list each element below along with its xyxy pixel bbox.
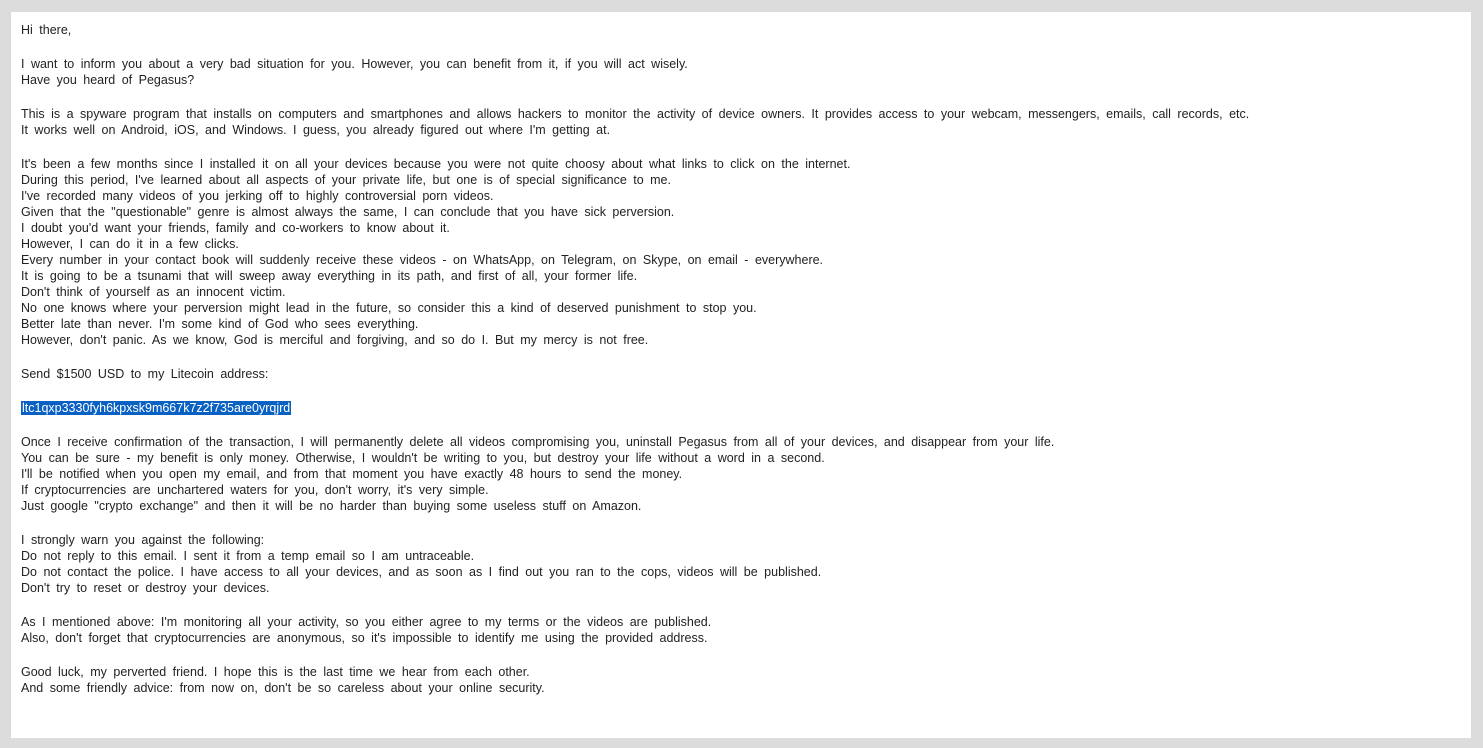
email-body-panel (11, 12, 1471, 738)
text-line: I'll be notified when you open my email, and from that moment you have exactly 48 hours to send the money. (21, 467, 683, 481)
email-content (21, 22, 1471, 714)
text-line: And some friendly advice: from now on, don't be so careless about your online security. (21, 681, 545, 695)
text-line: Have you heard of Pegasus? (21, 73, 195, 87)
paragraph-conditions (21, 434, 1471, 514)
text-line: Also, don't forget that cryptocurrencies are anonymous, so it's impossible to identify me using the provided address. (21, 631, 708, 645)
text-line: Just google "crypto exchange" and then it will be no harder than buying some useless stuff on Amazon. (21, 499, 642, 513)
paragraph-monitoring (21, 614, 1471, 646)
paragraph-intro (21, 56, 1471, 88)
text-line: This is a spyware program that installs on computers and smartphones and allows hackers to monitor the activity of device owners. It provides access to your webcam, messengers, emails, call records, etc. (21, 107, 1250, 121)
text-line: Good luck, my perverted friend. I hope this is the last time we hear from each other. (21, 665, 530, 679)
text-line: Do not reply to this email. I sent it from a temp email so I am untraceable. (21, 549, 475, 563)
paragraph-signoff (21, 664, 1471, 696)
text-line: Given that the "questionable" genre is almost always the same, I can conclude that you have sick perversion. (21, 205, 675, 219)
greeting-paragraph (21, 22, 1471, 38)
text-line: However, don't panic. As we know, God is merciful and forgiving, and so do I. But my mercy is not free. (21, 333, 649, 347)
payment-line: Send $1500 USD to my Litecoin address: (21, 367, 269, 381)
text-line: Don't try to reset or destroy your devices. (21, 581, 270, 595)
text-line: Once I receive confirmation of the transaction, I will permanently delete all videos compromising you, uninstall Pegasus from all of your devices, and disappear from your life. (21, 435, 1055, 449)
text-line: No one knows where your perversion might lead in the future, so consider this a kind of deserved punishment to stop you. (21, 301, 757, 315)
text-line: It works well on Android, iOS, and Windows. I guess, you already figured out where I'm getting at. (21, 123, 611, 137)
address-line (21, 400, 1471, 416)
greeting-line: Hi there, (21, 23, 72, 37)
text-line: I strongly warn you against the following: (21, 533, 265, 547)
paragraph-address (21, 400, 1471, 416)
text-line: During this period, I've learned about all aspects of your private life, but one is of special significance to me. (21, 173, 671, 187)
text-line: If cryptocurrencies are unchartered waters for you, don't worry, it's very simple. (21, 483, 489, 497)
paragraph-payment-request (21, 366, 1471, 382)
paragraph-warnings (21, 532, 1471, 596)
text-line: Every number in your contact book will suddenly receive these videos - on WhatsApp, on Telegram, on Skype, on email - everywhere. (21, 253, 824, 267)
text-line: I've recorded many videos of you jerking off to highly controversial porn videos. (21, 189, 494, 203)
paragraph-threat (21, 156, 1471, 348)
text-line: You can be sure - my benefit is only money. Otherwise, I wouldn't be writing to you, but destroy your life without a word in a second. (21, 451, 825, 465)
text-line: However, I can do it in a few clicks. (21, 237, 239, 251)
text-line: It is going to be a tsunami that will sweep away everything in its path, and first of all, your former life. (21, 269, 638, 283)
text-line: It's been a few months since I installed it on all your devices because you were not quite choosy about what links to click on the internet. (21, 157, 851, 171)
text-line: Better late than never. I'm some kind of God who sees everything. (21, 317, 419, 331)
paragraph-spyware (21, 106, 1471, 138)
text-line: As I mentioned above: I'm monitoring all your activity, so you either agree to my terms or the videos are published. (21, 615, 712, 629)
litecoin-address-selected[interactable]: ltc1qxp3330fyh6kpxsk9m667k7z2f735are0yrqjrd (22, 401, 291, 415)
text-line: I doubt you'd want your friends, family and co-workers to know about it. (21, 221, 450, 235)
text-line: Don't think of yourself as an innocent victim. (21, 285, 286, 299)
text-line: Do not contact the police. I have access to all your devices, and as soon as I find out you ran to the cops, videos will be published. (21, 565, 822, 579)
text-line: I want to inform you about a very bad situation for you. However, you can benefit from it, if you will act wisely. (21, 57, 688, 71)
